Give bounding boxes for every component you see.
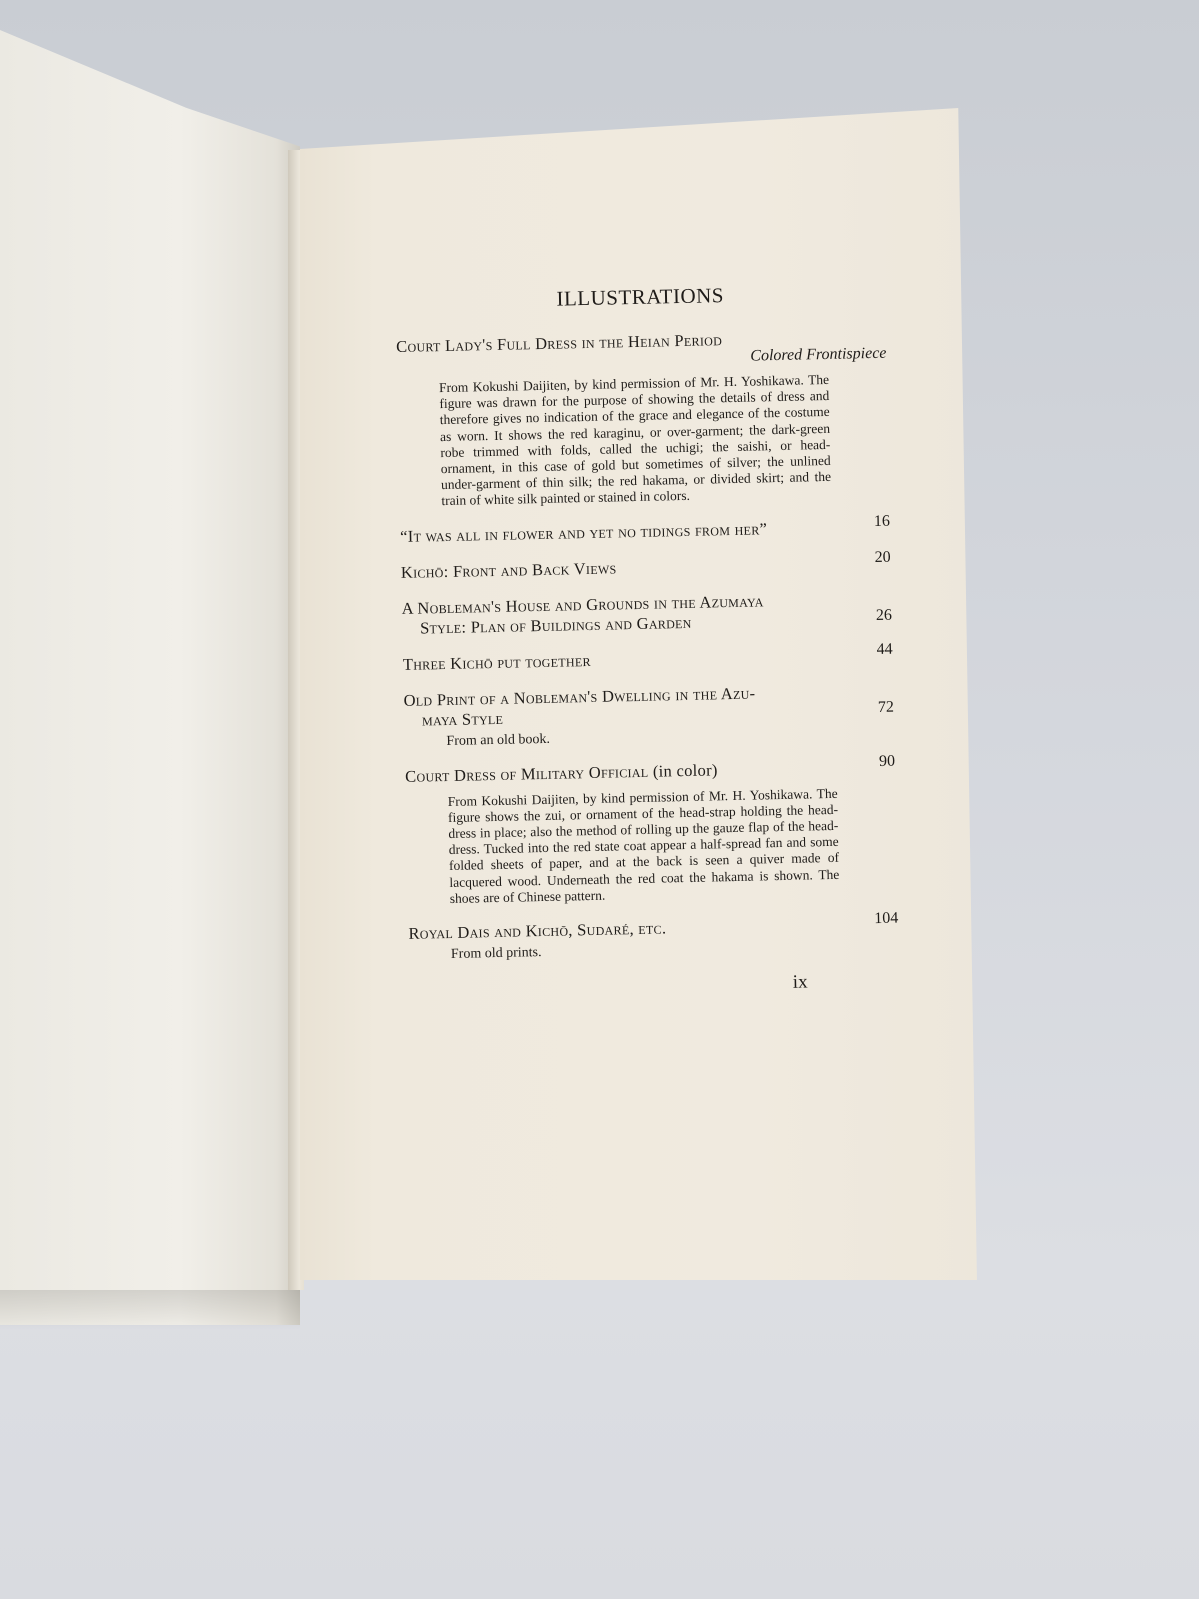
page-folio: ix: [792, 971, 808, 993]
list-item: [404, 752, 898, 908]
entry-title: [403, 680, 894, 730]
entry-title-main: Court Dress of Military Official: [404, 761, 649, 786]
entry-note: From an old book.: [446, 731, 551, 749]
list-item: [408, 909, 899, 964]
entry-title-line-1: A Nobleman's House and Grounds in the Azumaya: [401, 590, 764, 618]
entry-title: “It was all in flower and yet no tidings from her”: [399, 518, 768, 546]
page-number: 20: [874, 548, 891, 566]
page-number: 16: [873, 512, 891, 530]
page-number: 90: [878, 752, 896, 770]
list-item: [403, 680, 894, 750]
list-item: [401, 588, 892, 638]
page-number: 26: [875, 606, 893, 624]
list-item: [399, 512, 891, 546]
entry-note: From old prints.: [450, 945, 542, 963]
left-page: [0, 30, 300, 1325]
entry-title: Royal Dais and Kichō, Sudaré, etc.: [408, 918, 667, 943]
list-item: [396, 327, 890, 511]
entry-title-line-1: Old Print of a Nobleman's Dwelling in the Azu-: [403, 683, 756, 710]
illustrations-list: [395, 280, 900, 1002]
entry-title-line-2: Style: Plan of Buildings and Garden: [419, 612, 692, 638]
list-item: [400, 548, 891, 582]
entry-title-suffix: (in color): [652, 759, 718, 781]
page-title: ILLUSTRATIONS: [556, 283, 725, 311]
entry-title: Court Lady's Full Dress in the Heian Period: [395, 330, 723, 356]
left-page-shadow: [0, 1290, 300, 1330]
entry-title: Three Kichō put together: [402, 650, 592, 674]
entry-description: From Kokushi Daijiten, by kind permission of Mr. H. Yoshikawa. The figure was drawn for the purpose of showing the details of dress and therefore gives no indication of the grace and elegance of the costume as worn. It shows the red karaginu, or over-garment; the dark-green robe trimmed with folds, called the uchigi; the saishi, or head-ornament, in this case of gold but sometimes of silver; the unlined under-garment of thin silk; the red hakama, or divided skirt; and the train of white silk painted or stained in colors.: [438, 371, 832, 509]
page-number: 72: [877, 698, 895, 716]
entry-title: Kichō: Front and Back Views: [400, 558, 617, 582]
page-number: 44: [876, 640, 893, 658]
list-item: [402, 640, 893, 674]
entry-description: From Kokushi Daijiten, by kind permission of Mr. H. Yoshikawa. The figure shows the zui, or ornament of the head-strap holding the head-dress in place; also the method of rolling up the gauze flap of the head-dress. Tucked into the red state coat appear a half-spread fan and some folded sheets of paper, and at the back is seen a quiver made of lacquered wood. Underneath the red coat the hakama is shown. The shoes are of Chinese pattern.: [447, 785, 840, 906]
entry-title: [401, 588, 892, 638]
entry-title-line-2: maya Style: [421, 708, 504, 730]
page-number: 104: [874, 909, 899, 928]
entry-subtitle: Colored Frontispiece: [750, 344, 887, 365]
entry-title: [405, 756, 895, 786]
